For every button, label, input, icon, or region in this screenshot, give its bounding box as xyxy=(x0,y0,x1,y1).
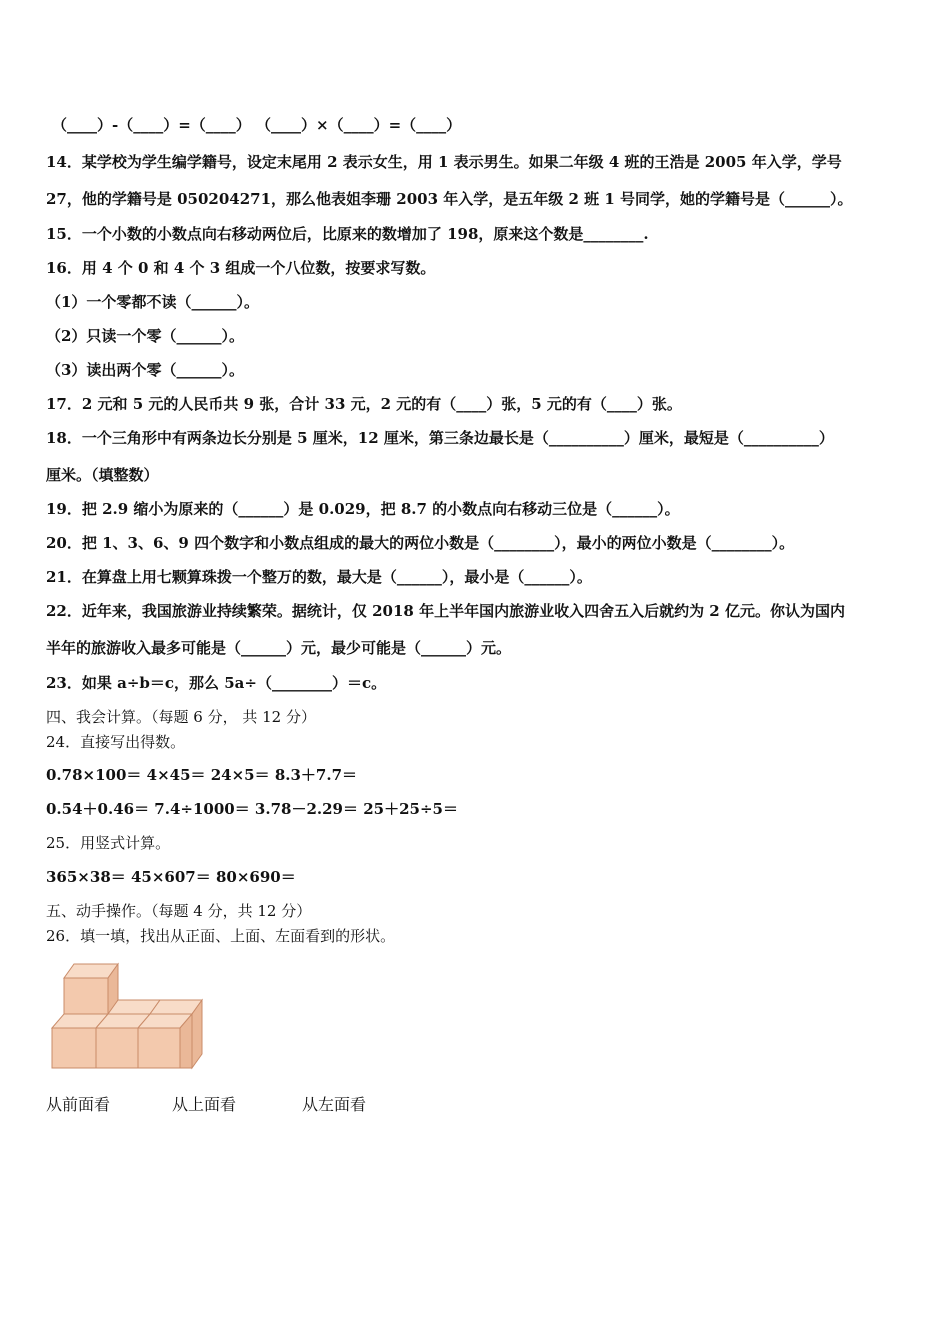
question-21: 21．在算盘上用七颗算珠拨一个整万的数，最大是（______），最小是（______）。 xyxy=(46,568,592,586)
cube-front-face xyxy=(64,978,108,1018)
question-22-line-2: 半年的旅游收入最多可能是（______）元，最少可能是（______）元。 xyxy=(46,639,512,657)
section-4-heading: 四、我会计算。（每题 6 分， 共 12 分） xyxy=(46,708,316,726)
question-19: 19．把 2.9 缩小为原来的（______）是 0.029，把 8.7 的小数点向右移动三位是（______）。 xyxy=(46,500,680,518)
question-17: 17．2 元和 5 元的人民币共 9 张，合计 33 元，2 元的有（____）张，5 元的有（____）张。 xyxy=(46,395,682,413)
question-14-line-2: 27，他的学籍号是 050204271，那么他表姐李珊 2003 年入学，是五年级 2 班 1 号同学，她的学籍号是（______）。 xyxy=(46,190,853,208)
question-22-line-1: 22．近年来，我国旅游业持续繁荣。据统计，仅 2018 年上半年国内旅游业收入四舍五入后就约为 2 亿元。你认为国内 xyxy=(46,602,845,620)
question-18-line-1: 18．一个三角形中有两条边长分别是 5 厘米，12 厘米，第三条边最长是（__________）厘米，最短是（__________） xyxy=(46,429,834,447)
label-front-view: 从前面看 xyxy=(46,1095,111,1114)
question-16-part-3: （3）读出两个零（______）。 xyxy=(46,361,244,379)
question-24: 24．直接写出得数。 xyxy=(46,733,186,751)
question-14-line-1: 14．某学校为学生编学籍号，设定末尾用 2 表示女生，用 1 表示男生。如果二年级 4 班的王浩是 2005 年入学，学号 xyxy=(46,153,842,171)
question-16-part-1: （1）一个零都不读（______）。 xyxy=(46,293,259,311)
question-16: 16．用 4 个 0 和 4 个 3 组成一个八位数，按要求写数。 xyxy=(46,259,436,277)
question-26: 26．填一填，找出从正面、上面、左面看到的形状。 xyxy=(46,927,396,945)
question-25: 25．用竖式计算。 xyxy=(46,834,171,852)
question-20: 20．把 1、3、6、9 四个数字和小数点组成的最大的两位小数是（________），最小的两位小数是（________）。 xyxy=(46,534,795,552)
question-24-row-2: 0.54＋0.46＝ 7.4÷1000＝ 3.78－2.29＝ 25＋25÷5＝ xyxy=(46,800,458,818)
cube-stack-drawing xyxy=(52,964,202,1068)
cube-front-face xyxy=(138,1028,180,1068)
question-16-part-2: （2）只读一个零（______）。 xyxy=(46,327,244,345)
cube-stack-figure xyxy=(46,958,206,1073)
question-25-row: 365×38＝ 45×607＝ 80×690＝ xyxy=(46,868,296,886)
expression-blanks-line: （____）-（____）=（____） （____）×（____）=（____） xyxy=(52,116,462,134)
question-24-row-1: 0.78×100＝ 4×45＝ 24×5＝ 8.3＋7.7＝ xyxy=(46,766,358,784)
label-top-view: 从上面看 xyxy=(172,1095,237,1114)
cube-front-face xyxy=(96,1028,138,1068)
question-15: 15．一个小数的小数点向右移动两位后，比原来的数增加了 198，原来这个数是________. xyxy=(46,225,649,243)
label-left-view: 从左面看 xyxy=(302,1095,367,1114)
section-5-heading: 五、动手操作。（每题 4 分，共 12 分） xyxy=(46,902,312,920)
question-18-line-2: 厘米。（填整数） xyxy=(46,466,159,484)
question-23: 23．如果 a÷b＝c，那么 5a÷（________）＝c。 xyxy=(46,674,387,692)
cube-front-face xyxy=(52,1028,96,1068)
